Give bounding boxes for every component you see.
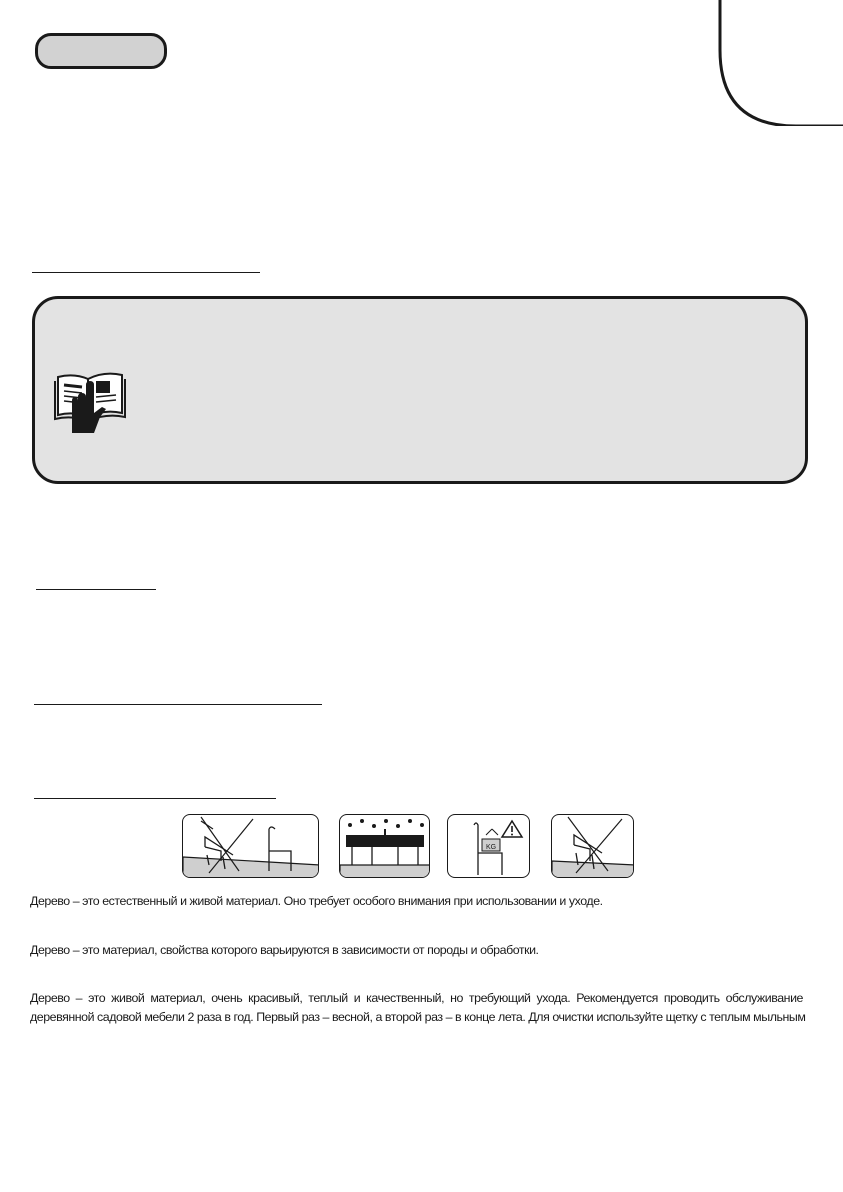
manual-notice-box bbox=[32, 296, 808, 484]
paragraph-wood-natural: Дерево – это естественный и живой материал. Оно требует особого внимания при использовании и уходе. bbox=[30, 894, 603, 908]
paragraph-wood-care-line-1: Дерево – это живой материал, очень красивый, теплый и качественный, но требующий ухода. Рекомендуется проводить обслуживание bbox=[30, 991, 803, 1005]
svg-text:KG: KG bbox=[485, 844, 497, 851]
care-pictograms-row bbox=[182, 814, 634, 878]
read-manual-icon bbox=[50, 355, 130, 435]
chair-on-slope-warning-icon bbox=[182, 814, 319, 878]
heading-underline-2 bbox=[36, 589, 156, 590]
section-pill bbox=[35, 33, 167, 69]
weight-warning-icon bbox=[447, 814, 530, 878]
chair-on-slope-icon bbox=[551, 814, 634, 878]
heading-underline-3 bbox=[34, 704, 322, 705]
page-corner-tab bbox=[718, 0, 843, 126]
heading-underline-4 bbox=[34, 798, 276, 799]
paragraph-wood-properties: Дерево – это материал, свойства которого варьируются в зависимости от породы и обработки. bbox=[30, 943, 539, 957]
heading-underline-1 bbox=[32, 272, 260, 273]
paragraph-wood-care-line-2: деревянной садовой мебели 2 раза в год. Первый раз – весной, а второй раз – в конце лета. Для очистки используйте щетку с теплым мыльным bbox=[30, 1010, 806, 1024]
rain-cover-icon bbox=[339, 814, 430, 878]
